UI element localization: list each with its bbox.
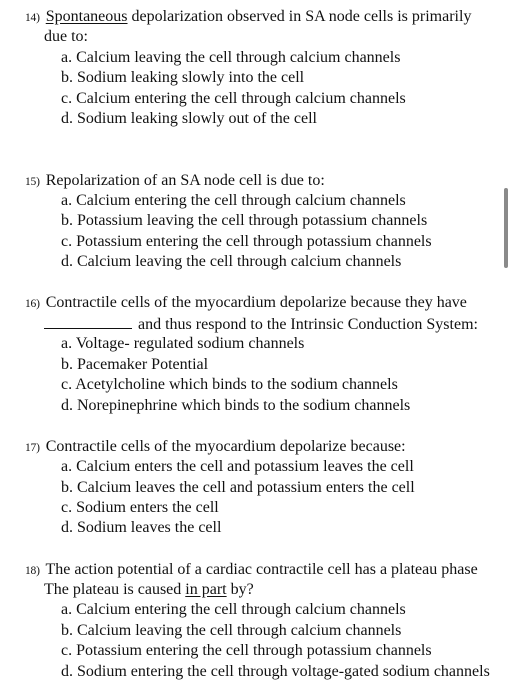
stem-text: Contractile cells of the myocardium depolarize because they have xyxy=(45,294,467,311)
stem-text: by? xyxy=(226,581,254,598)
option-a: a. Calcium enters the cell and potassium leaves the cell xyxy=(61,458,414,475)
stem-text: Repolarization of an SA node cell is due to: xyxy=(45,172,325,189)
option-d: d. Sodium leaves the cell xyxy=(61,519,222,536)
underlined-term: Spontaneous xyxy=(45,8,128,25)
stem-text: depolarization observed in SA node cells is primarily xyxy=(127,8,472,25)
option-d: d. Norepinephrine which binds to the sodium channels xyxy=(61,397,411,414)
question-number: 14) xyxy=(25,12,40,24)
question-number: 18) xyxy=(25,565,40,577)
question-stem xyxy=(25,171,325,192)
option-a: a. Calcium leaving the cell through calcium channels xyxy=(61,49,401,66)
option-a: a. Calcium entering the cell through calcium channels xyxy=(61,192,406,209)
option-b: b. Potassium leaving the cell through potassium channels xyxy=(61,212,428,229)
underlined-term: in part xyxy=(185,581,227,598)
option-b: b. Calcium leaving the cell through calcium channels xyxy=(61,622,402,639)
option-c: c. Sodium enters the cell xyxy=(61,499,219,516)
stem-continuation xyxy=(44,314,478,335)
question-number: 15) xyxy=(25,176,40,188)
stem-text: The plateau is caused xyxy=(44,581,186,598)
stem-continuation xyxy=(44,580,254,600)
option-a: a. Calcium entering the cell through calcium channels xyxy=(61,601,406,618)
option-c: c. Calcium entering the cell through calcium channels xyxy=(61,90,406,107)
stem-continuation: due to: xyxy=(44,28,88,45)
option-c: c. Acetylcholine which binds to the sodium channels xyxy=(61,376,398,393)
question-number: 16) xyxy=(25,298,40,310)
option-c: c. Potassium entering the cell through potassium channels xyxy=(61,642,432,659)
question-stem xyxy=(25,437,406,458)
option-d: d. Sodium entering the cell through voltage-gated sodium channels xyxy=(61,663,490,680)
option-b: b. Sodium leaking slowly into the cell xyxy=(61,69,305,86)
stem-text: The action potential of a cardiac contractile cell has a plateau phase xyxy=(45,561,478,578)
option-d: d. Sodium leaking slowly out of the cell xyxy=(61,110,317,127)
option-d: d. Calcium leaving the cell through calcium channels xyxy=(61,253,402,270)
option-c: c. Potassium entering the cell through potassium channels xyxy=(61,233,432,250)
option-a: a. Voltage- regulated sodium channels xyxy=(61,335,305,352)
fill-in-blank xyxy=(44,314,132,329)
question-stem xyxy=(25,293,467,314)
stem-text: Contractile cells of the myocardium depolarize because: xyxy=(45,438,406,455)
stem-text: and thus respond to the Intrinsic Conduction System: xyxy=(138,316,478,333)
option-b: b. Calcium leaves the cell and potassium enters the cell xyxy=(61,479,415,496)
option-b: b. Pacemaker Potential xyxy=(61,356,209,373)
question-number: 17) xyxy=(25,442,40,454)
scrollbar-thumb[interactable] xyxy=(504,188,508,268)
question-stem xyxy=(25,560,478,581)
question-stem xyxy=(25,7,471,28)
